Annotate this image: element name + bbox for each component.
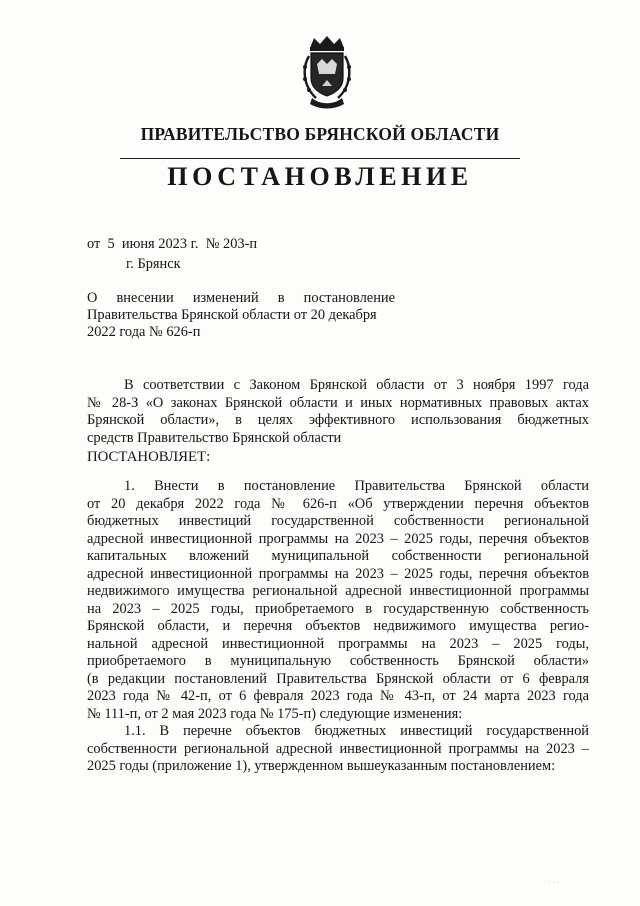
item-1-paragraph — [87, 478, 589, 723]
preamble-paragraph — [87, 377, 589, 447]
paragraph-line: адресной инвестиционной программы на 2023 – 2025 годы, перечня объектов — [87, 565, 589, 582]
paragraph-line: № 111-п, от 2 мая 2023 года № 175-п) следующие изменения: — [87, 705, 463, 722]
item-1-1-paragraph — [87, 723, 589, 776]
document-date-number: от 5 июня 2023 г. № 203-п — [87, 236, 258, 252]
document-type-heading: ПОСТАНОВЛЕНИЕ — [167, 162, 473, 191]
title-divider — [120, 158, 520, 159]
paragraph-line: собственности региональной адресной инвестиционной программы на 2023 – — [87, 740, 589, 757]
scan-noise: · · · — [548, 878, 560, 887]
paragraph-line: 1.1. В перечне объектов бюджетных инвестиций государственной — [124, 723, 589, 739]
paragraph-line: 1. Внести в постановление Правительства Брянской области — [124, 478, 589, 494]
paragraph-line: недвижимого имущества региональной адресной инвестиционной программы — [87, 583, 589, 599]
paragraph-line: адресной инвестиционной программы на 2023 – 2025 годы, перечня объектов — [87, 530, 589, 547]
paragraph-line: Брянской области, и перечня объектов недвижимого имущества регио- — [87, 618, 589, 634]
paragraph-line: 2025 годы (приложение 1), утвержденном вышеуказанным постановлением: — [87, 758, 556, 774]
subject-line-1: О внесении изменений в постановление — [87, 290, 395, 306]
paragraph-line: нальной адресной инвестиционной программы на 2023 – 2025 годы, — [87, 635, 589, 652]
subject-line-3: 2022 года № 626-п — [87, 324, 201, 340]
paragraph-line: бюджетных инвестиций государственной собственности региональной — [87, 513, 589, 529]
paragraph-line: Брянской области», в целях эффективного использования бюджетных — [87, 412, 589, 428]
resolves-heading: ПОСТАНОВЛЯЕТ: — [87, 449, 211, 465]
paragraph-line: 2023 года № 42-п, от 6 февраля 2023 года № 43-п, от 24 марта 2023 года — [87, 688, 589, 704]
paragraph-line: В соответствии с Законом Брянской области от 3 ноября 1997 года — [124, 377, 589, 393]
paragraph-line: № 28-З «О законах Брянской области и иных нормативных правовых актах — [87, 394, 589, 411]
paragraph-line: (в редакции постановлений Правительства Брянской области от 6 февраля — [87, 670, 589, 687]
paragraph-line: на 2023 – 2025 годы, приобретаемого в государственную собственность — [87, 600, 589, 617]
paragraph-line: приобретаемого в муниципальную собственность Брянской области» — [87, 653, 589, 669]
paragraph-line: от 20 декабря 2022 года № 626-п «Об утверждении перечня объектов — [87, 495, 589, 512]
subject-line-2: Правительства Брянской области от 20 декабря — [87, 307, 377, 323]
document-place: г. Брянск — [126, 256, 181, 272]
coat-of-arms-icon — [298, 34, 356, 110]
paragraph-line: средств Правительство Брянской области — [87, 429, 342, 446]
paragraph-line: капитальных вложений муниципальной собственности региональной — [87, 548, 589, 564]
organization-title: ПРАВИТЕЛЬСТВО БРЯНСКОЙ ОБЛАСТИ — [140, 124, 500, 144]
